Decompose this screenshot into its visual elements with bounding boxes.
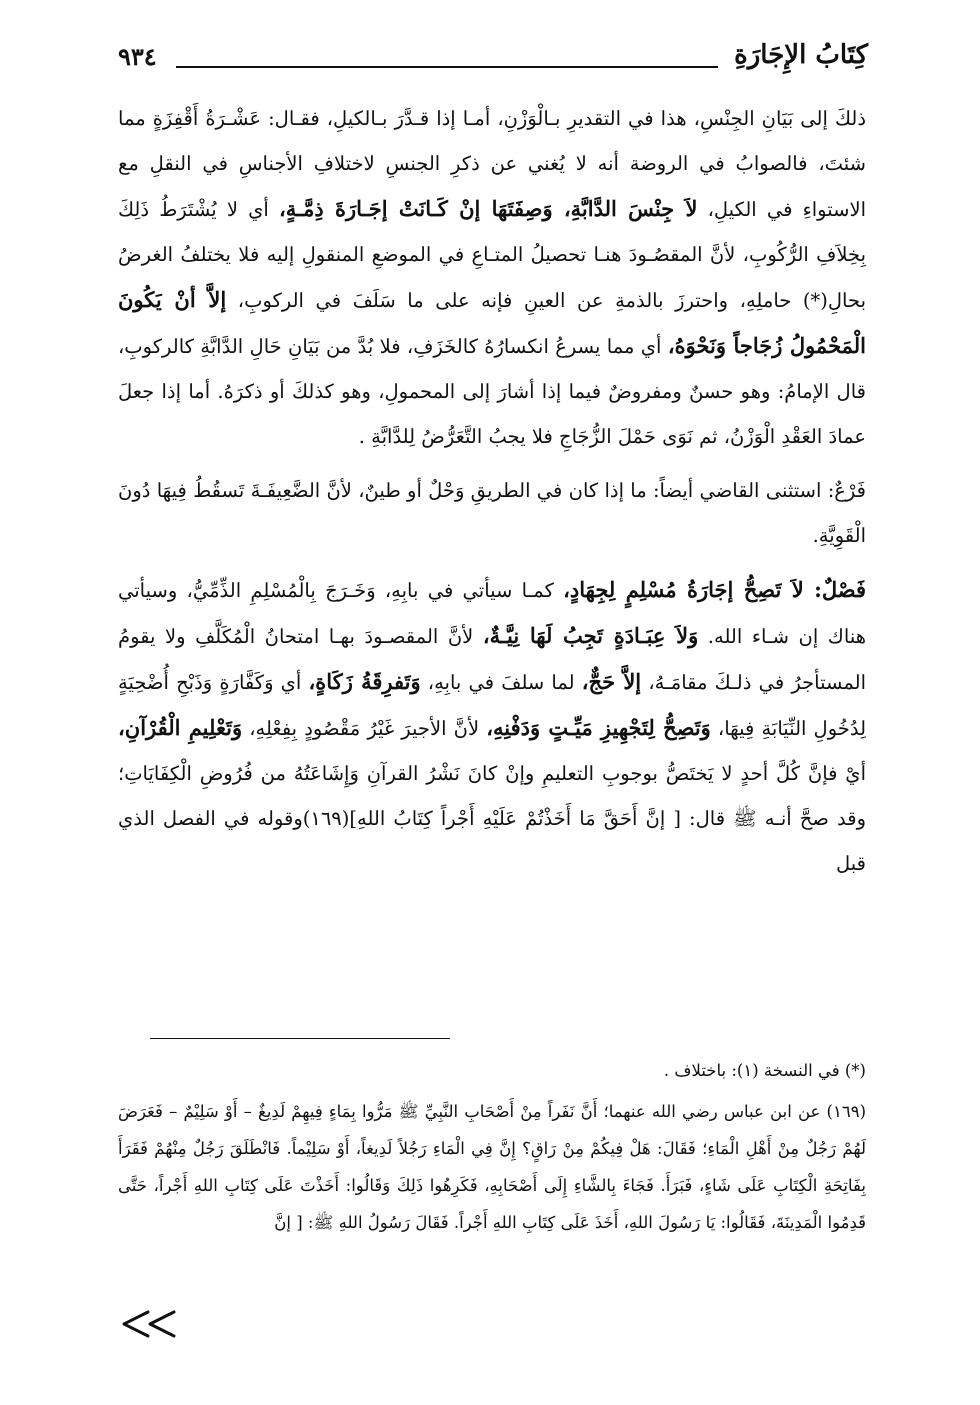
paragraph-section-continuation: [118, 96, 866, 459]
paragraph-fasl: [118, 567, 866, 886]
main-text: [118, 96, 866, 886]
footnote-star: (*) في النسخة (١): باختلاف .: [663, 1061, 866, 1080]
page-number: ٩٣٤: [118, 42, 157, 71]
running-header: [118, 38, 868, 78]
commentary-text: فَرْعٌ: استثنى القاضي أيضاً: ما إذا كان في الطريقِ وَحْلٌ أو طينٌ، لأنَّ الضَّعِيفَـةَ تَسقُطُ فِيهَا دُونَ الْقَوِيَّةِ.: [118, 479, 866, 547]
matn-text: وَتَعْلِيمِ الْقُرْآنِ،: [118, 715, 243, 740]
commentary-text: لما سلفَ في بابِهِ،: [420, 671, 582, 694]
commentary-text: أي وَكَفَّارَةٍ وَذَبْحِ أُضْحِيَةٍ لِدُخُولِ النِّيَابَةِ فِيهَا،: [118, 671, 867, 740]
footnote-169: (١٦٩) عن ابن عباس رضي الله عنهما؛ أَنَّ نَفَراً مِنْ أَصْحَابِ النَّبِيِّ ﷺ مَرُّوا بِمَاءٍ فِيهِمْ لَدِيغٌ – أَوْ سَلِيْمٌ – فَعَرَضَ لَهُمْ رَجُلٌ مِنْ أَهْلِ الْمَاءِ؛ فَقَالَ: هَلْ فِيكُمْ مِنْ رَاقٍ؟ إِنَّ فِي الْمَاءِ رَجُلاً لَدِيغاً، أَوْ سَلِيْماً. فَانْطَلَقَ رَجُلٌ مِنْهُمْ فَقَرَأَ بِفَاتِحَةِ الْكِتَابِ عَلَى شَاءٍ، فَبَرَأَ. فَجَاءَ بِالشَّاءِ إِلَى أَصْحَابِهِ، فَكَرِهُوا ذَلِكَ وَقَالُوا: أَخَذْتَ عَلَى كِتَابِ اللهِ أَجْراً، حَتَّى قَدِمُوا الْمَدِينَةَ، فَقَالُوا: يَا رَسُولَ اللهِ، أَخَذَ عَلَى كِتَابِ اللهِ أَجْراً. فَقَالَ رَسُولُ اللهِ ﷺ: [ إنَّ: [118, 1102, 866, 1232]
commentary-text: لأنَّ الأجيرَ غَيْرُ مَقْصُودٍ بِفِعْلِهِ،: [242, 717, 487, 740]
matn-text: فَصْلٌ: لاَ تَصِحُّ إجَارَةُ مُسْلِمٍ لِجِهَادٍ،: [563, 577, 867, 602]
matn-text: إلاَّ حَجٌّ،: [581, 669, 642, 694]
header-rule: [176, 66, 718, 68]
matn-text: إلاَّ أنْ يَكُونَ الْمَحْمُولُ زُجَاجاً وَنَحْوَهُ،: [118, 287, 866, 358]
continuation-arrows-icon: [118, 1306, 178, 1342]
commentary-text: كمـا سيأتي في بابِهِ، وَخَـرَجَ بِالْمُسْلِمِ الذِّمِّيُّ، وسيأتي هناك إن شـاء الله.: [118, 579, 866, 648]
commentary-text: أي مما يسرعُ انكسارُهُ كالخَزَفِ، فلا بُدَّ من بَيَانِ حَالِ الدَّابَّةِ كالركوبِ، قال الإمامُ: وهو حسنٌ ومفروضٌ فيما إذا أشارَ إلى المحمولِ، وهو كذلكَ أو ذكرَهُ. أما إذا جعلَ عمادَ العَقْدِ الْوَزْنُ، ثم نَوَى حَمْلَ الزُّجَاجِ فلا يجبُ التَّعَرُّضُ لِلدَّابَّةِ .: [118, 335, 866, 448]
matn-text: وَتَفرِقَةُ زَكَاةٍ،: [308, 669, 421, 694]
footnotes: [118, 1052, 866, 1241]
commentary-text: أيْ فإنَّ كُلَّ أحدٍ لا يَختَصُّ بوجوبِ التعليمِ وإنْ كانَ نَشْرُ القرآنِ وَإِشَاعَتُهُ من فُرُوضِ الْكِفَايَاتِ؛ وقد صحَّ أنـه ﷺ قال: [ إنَّ أَحَقَّ مَا أَخَذْتُمْ عَلَيْهِ أَجْراً كِتَابُ اللهِ](١٦٩)وقوله في الفصل الذي قبل: [118, 762, 866, 875]
commentary-text: أي لا يُشْتَرَطُ ذَلِكَ بِخِلاَفِ الرُّكُوبِ، لأنَّ المقصُـودَ هنـا تحصيلُ المتـاعِ في الموضعِ المنقولِ إليه فلا يختلفُ الغرضُ بحالِ(*) حاملِهِ، واحترزَ بالذمةِ عن العينِ فإنه على ما سَلَفَ في الركوبِ،: [118, 198, 866, 312]
matn-text: وَتَصِحُّ لِتَجْهِيزِ مَيِّـتٍ وَدَفْنِهِ،: [486, 715, 711, 740]
matn-text: لاَ جِنْسَ الدَّابَّةِ، وَصِفَتَهَا إنْ كَـانَتْ إجَـارَةَ ذِمَّـةٍ،: [278, 196, 698, 221]
matn-text: وَلاَ عِبَـادَةٍ تَجِبُ لَهَا نِيَّـةٌ،: [482, 623, 699, 648]
commentary-text: لأنَّ المقصـودَ بهـا امتحانُ الْمُكَلَّفِ ولا يقومُ المستأجرُ في ذلـكَ مقامَـهُ،: [118, 625, 867, 694]
chapter-title: كِتَابُ الإِجَارَةِ: [734, 40, 868, 70]
paragraph-far3: [118, 468, 866, 558]
footnote-separator: [150, 1038, 450, 1039]
commentary-text: ذلكَ إلى بَيَانِ الجِنْسِ، هذا في التقديرِ بـالْوَزْنِ، أمـا إذا قـدَّرَ بـالكيلِ، فقـال: عَشْـرَةُ أَقْفِزَةٍ مما شئتَ، فالصوابُ في الروضة أنه لا يُغني عن ذكرِ الجنسِ لاختلافِ الأجناسِ في النقلِ مع الاستواءِ في الكيلِ،: [118, 107, 867, 221]
